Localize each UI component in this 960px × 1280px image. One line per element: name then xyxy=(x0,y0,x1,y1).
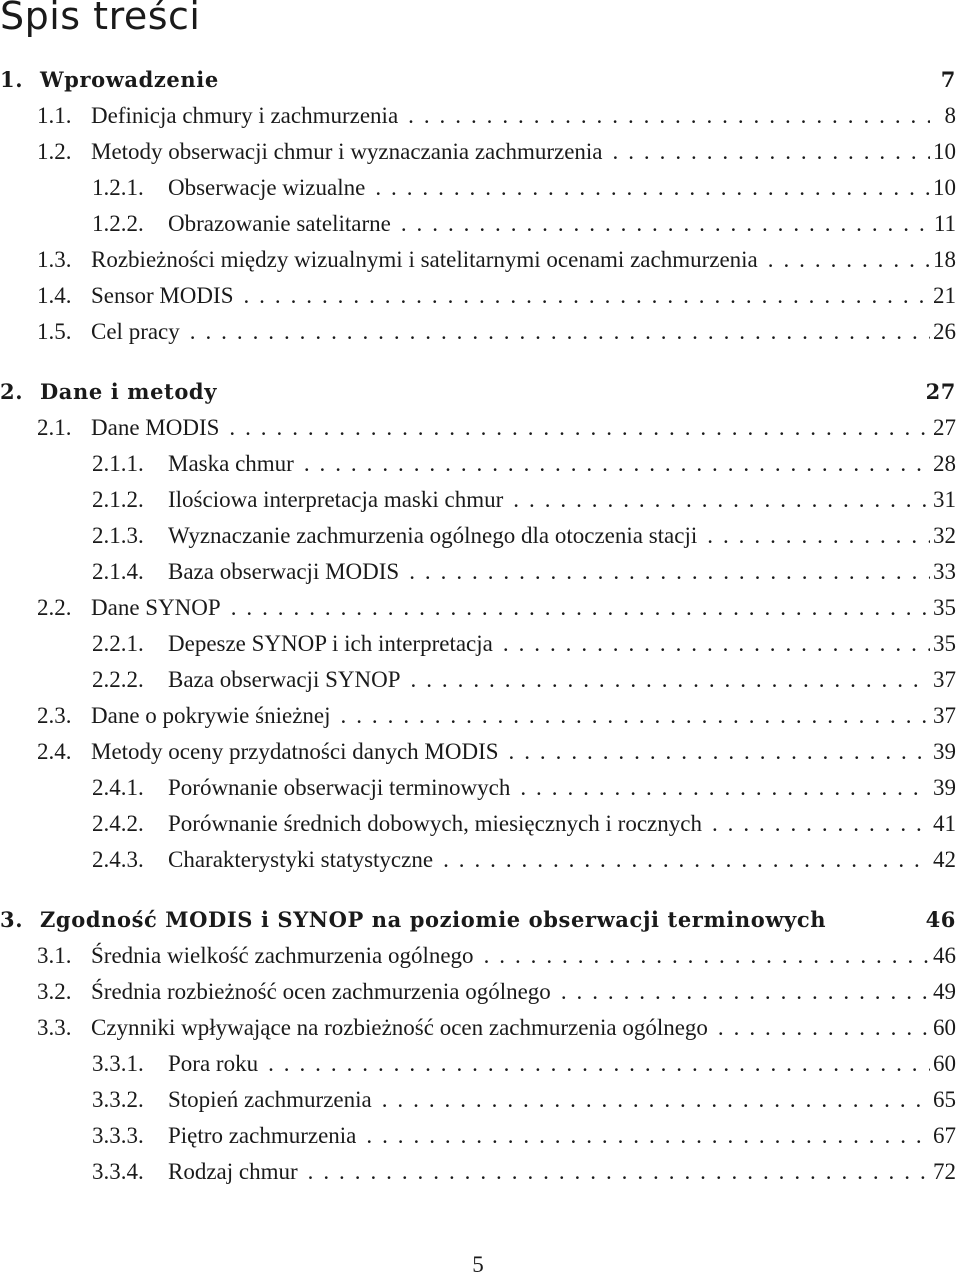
section-page-number: 31 xyxy=(933,487,956,512)
section-page-number: 32 xyxy=(933,523,956,548)
dot-leader xyxy=(702,806,930,842)
section-number: 3.1. xyxy=(37,943,72,968)
section-number: 2.2.2. xyxy=(92,667,144,692)
section-number: 1.5. xyxy=(37,319,72,344)
section-number: 3.3.2. xyxy=(92,1087,144,1112)
section-page-number: 18 xyxy=(933,247,956,272)
section-number: 1.2.2. xyxy=(92,211,144,236)
section-page-number: 67 xyxy=(933,1123,956,1148)
section-page-number: 60 xyxy=(933,1015,956,1040)
section-title: Definicja chmury i zachmurzenia xyxy=(91,103,399,128)
toc-section-entry[interactable] xyxy=(0,938,956,974)
section-page-number: 60 xyxy=(933,1051,956,1076)
dot-leader xyxy=(219,410,930,446)
toc-section-entry[interactable] xyxy=(0,98,956,134)
toc-chapter-entry[interactable] xyxy=(0,902,956,938)
dot-leader xyxy=(180,314,930,350)
section-number: 2.4.2. xyxy=(92,811,144,836)
section-number: 2.4.1. xyxy=(92,775,144,800)
section-page-number: 42 xyxy=(933,847,956,872)
toc-section-entry[interactable] xyxy=(0,410,956,446)
section-page-number: 35 xyxy=(933,631,956,656)
dot-leader xyxy=(551,974,930,1010)
section-page-number: 27 xyxy=(933,415,956,440)
dot-leader xyxy=(758,242,930,278)
section-page-number: 35 xyxy=(933,595,956,620)
section-page-number: 39 xyxy=(933,775,956,800)
dot-leader xyxy=(503,482,930,518)
section-title: Średnia rozbieżność ocen zachmurzenia ogólnego xyxy=(91,979,551,1004)
section-number: 1.4. xyxy=(37,283,72,308)
chapter-title: Dane i metody xyxy=(40,379,218,404)
toc-subsection-entry[interactable] xyxy=(0,170,956,206)
toc-subsection-entry[interactable] xyxy=(0,1046,956,1082)
section-number: 2.2. xyxy=(37,595,72,620)
dot-leader xyxy=(433,842,930,878)
section-number: 2.1. xyxy=(37,415,72,440)
chapter-number: 1. xyxy=(0,67,24,92)
section-title: Średnia wielkość zachmurzenia ogólnego xyxy=(91,943,474,968)
section-page-number: 28 xyxy=(933,451,956,476)
toc-section-entry[interactable] xyxy=(0,1010,956,1046)
toc-section-entry[interactable] xyxy=(0,134,956,170)
section-page-number: 8 xyxy=(944,103,956,128)
toc-subsection-entry[interactable] xyxy=(0,1082,956,1118)
dot-leader xyxy=(294,446,930,482)
section-title: Sensor MODIS xyxy=(91,283,234,308)
dot-leader xyxy=(401,662,930,698)
section-title: Piętro zachmurzenia xyxy=(168,1123,357,1148)
toc-section-entry[interactable] xyxy=(0,278,956,314)
section-title: Maska chmur xyxy=(168,451,294,476)
section-number: 3.3.3. xyxy=(92,1123,144,1148)
dot-leader xyxy=(708,1010,930,1046)
toc-subsection-entry[interactable] xyxy=(0,482,956,518)
chapter-page-number: 46 xyxy=(925,907,956,932)
section-title: Czynniki wpływające na rozbieżność ocen zachmurzenia ogólnego xyxy=(91,1015,708,1040)
section-title: Rodzaj chmur xyxy=(168,1159,298,1184)
page-number: 5 xyxy=(472,1252,484,1277)
dot-leader xyxy=(331,698,930,734)
dot-leader xyxy=(356,1118,930,1154)
toc-section-entry[interactable] xyxy=(0,590,956,626)
section-number: 3.2. xyxy=(37,979,72,1004)
section-page-number: 39 xyxy=(933,739,956,764)
section-number: 2.1.1. xyxy=(92,451,144,476)
section-number: 3.3.1. xyxy=(92,1051,144,1076)
chapter-page-number: 27 xyxy=(925,379,956,404)
section-page-number: 65 xyxy=(933,1087,956,1112)
section-number: 3.3.4. xyxy=(92,1159,144,1184)
section-page-number: 41 xyxy=(933,811,956,836)
toc-section-entry[interactable] xyxy=(0,698,956,734)
toc-subsection-entry[interactable] xyxy=(0,518,956,554)
section-number: 2.1.3. xyxy=(92,523,144,548)
section-number: 2.4.3. xyxy=(92,847,144,872)
dot-leader xyxy=(399,554,930,590)
section-page-number: 11 xyxy=(933,211,956,236)
section-title: Obserwacje wizualne xyxy=(168,175,366,200)
section-page-number: 10 xyxy=(933,175,956,200)
section-number: 1.2. xyxy=(37,139,72,164)
section-page-number: 49 xyxy=(933,979,956,1004)
section-title: Dane MODIS xyxy=(91,415,220,440)
section-page-number: 46 xyxy=(933,943,956,968)
section-page-number: 72 xyxy=(933,1159,956,1184)
section-title: Dane o pokrywie śnieżnej xyxy=(91,703,331,728)
toc-subsection-entry[interactable] xyxy=(0,662,956,698)
section-title: Stopień zachmurzenia xyxy=(168,1087,372,1112)
toc-subsection-entry[interactable] xyxy=(0,806,956,842)
dot-leader xyxy=(499,734,930,770)
section-number: 2.1.4. xyxy=(92,559,144,584)
section-number: 2.4. xyxy=(37,739,72,764)
toc-subsection-entry[interactable] xyxy=(0,1154,956,1190)
dot-leader xyxy=(398,98,930,134)
dot-leader xyxy=(697,518,930,554)
section-title: Rozbieżności między wizualnymi i satelitarnymi ocenami zachmurzenia xyxy=(91,247,758,272)
dot-leader xyxy=(391,206,930,242)
section-page-number: 37 xyxy=(933,703,956,728)
section-number: 2.2.1. xyxy=(92,631,144,656)
chapter-title: Wprowadzenie xyxy=(40,67,219,92)
dot-leader xyxy=(258,1046,930,1082)
section-title: Porównanie obserwacji terminowych xyxy=(168,775,511,800)
toc-subsection-entry[interactable] xyxy=(0,770,956,806)
toc-subsection-entry[interactable] xyxy=(0,1118,956,1154)
dot-leader xyxy=(365,170,930,206)
section-title: Charakterystyki statystyczne xyxy=(168,847,434,872)
dot-leader xyxy=(298,1154,930,1190)
chapter-number: 2. xyxy=(0,379,24,404)
toc-chapter-entry[interactable] xyxy=(0,374,956,410)
section-number: 2.1.2. xyxy=(92,487,144,512)
chapter-title: Zgodność MODIS i SYNOP na poziomie obserwacji terminowych xyxy=(40,907,827,932)
section-title: Ilościowa interpretacja maski chmur xyxy=(168,487,504,512)
toc-subsection-entry[interactable] xyxy=(0,626,956,662)
section-title: Baza obserwacji MODIS xyxy=(168,559,400,584)
section-title: Depesze SYNOP i ich interpretacja xyxy=(168,631,493,656)
section-page-number: 33 xyxy=(933,559,956,584)
section-number: 2.3. xyxy=(37,703,72,728)
toc-section-entry[interactable] xyxy=(0,974,956,1010)
dot-leader xyxy=(372,1082,930,1118)
toc-chapter-entry[interactable] xyxy=(0,62,956,98)
section-title: Dane SYNOP xyxy=(91,595,221,620)
dot-leader xyxy=(603,134,930,170)
toc-section-entry[interactable] xyxy=(0,242,956,278)
toc-subsection-entry[interactable] xyxy=(0,554,956,590)
chapter-number: 3. xyxy=(0,907,24,932)
section-number: 1.1. xyxy=(37,103,72,128)
section-title: Wyznaczanie zachmurzenia ogólnego dla otoczenia stacji xyxy=(168,523,698,548)
section-title: Pora roku xyxy=(168,1051,259,1076)
section-page-number: 10 xyxy=(933,139,956,164)
toc-subsection-entry[interactable] xyxy=(0,446,956,482)
section-title: Obrazowanie satelitarne xyxy=(168,211,391,236)
section-page-number: 26 xyxy=(933,319,956,344)
section-title: Porównanie średnich dobowych, miesięcznych i rocznych xyxy=(168,811,702,836)
dot-leader xyxy=(493,626,930,662)
page-title: Spis treści xyxy=(0,0,201,38)
dot-leader xyxy=(510,770,930,806)
dot-leader xyxy=(221,590,930,626)
toc-subsection-entry[interactable] xyxy=(0,842,956,878)
toc-section-entry[interactable] xyxy=(0,734,956,770)
section-page-number: 37 xyxy=(933,667,956,692)
dot-leader xyxy=(474,938,930,974)
toc-section-entry[interactable] xyxy=(0,314,956,350)
section-title: Baza obserwacji SYNOP xyxy=(168,667,401,692)
table-of-contents xyxy=(0,62,956,1190)
section-page-number: 21 xyxy=(933,283,956,308)
chapter-page-number: 7 xyxy=(940,67,956,92)
section-number: 1.2.1. xyxy=(92,175,144,200)
section-number: 3.3. xyxy=(37,1015,72,1040)
section-title: Cel pracy xyxy=(91,319,180,344)
toc-subsection-entry[interactable] xyxy=(0,206,956,242)
section-number: 1.3. xyxy=(37,247,72,272)
dot-leader xyxy=(233,278,930,314)
section-title: Metody oceny przydatności danych MODIS xyxy=(91,739,499,764)
section-title: Metody obserwacji chmur i wyznaczania zachmurzenia xyxy=(91,139,603,164)
